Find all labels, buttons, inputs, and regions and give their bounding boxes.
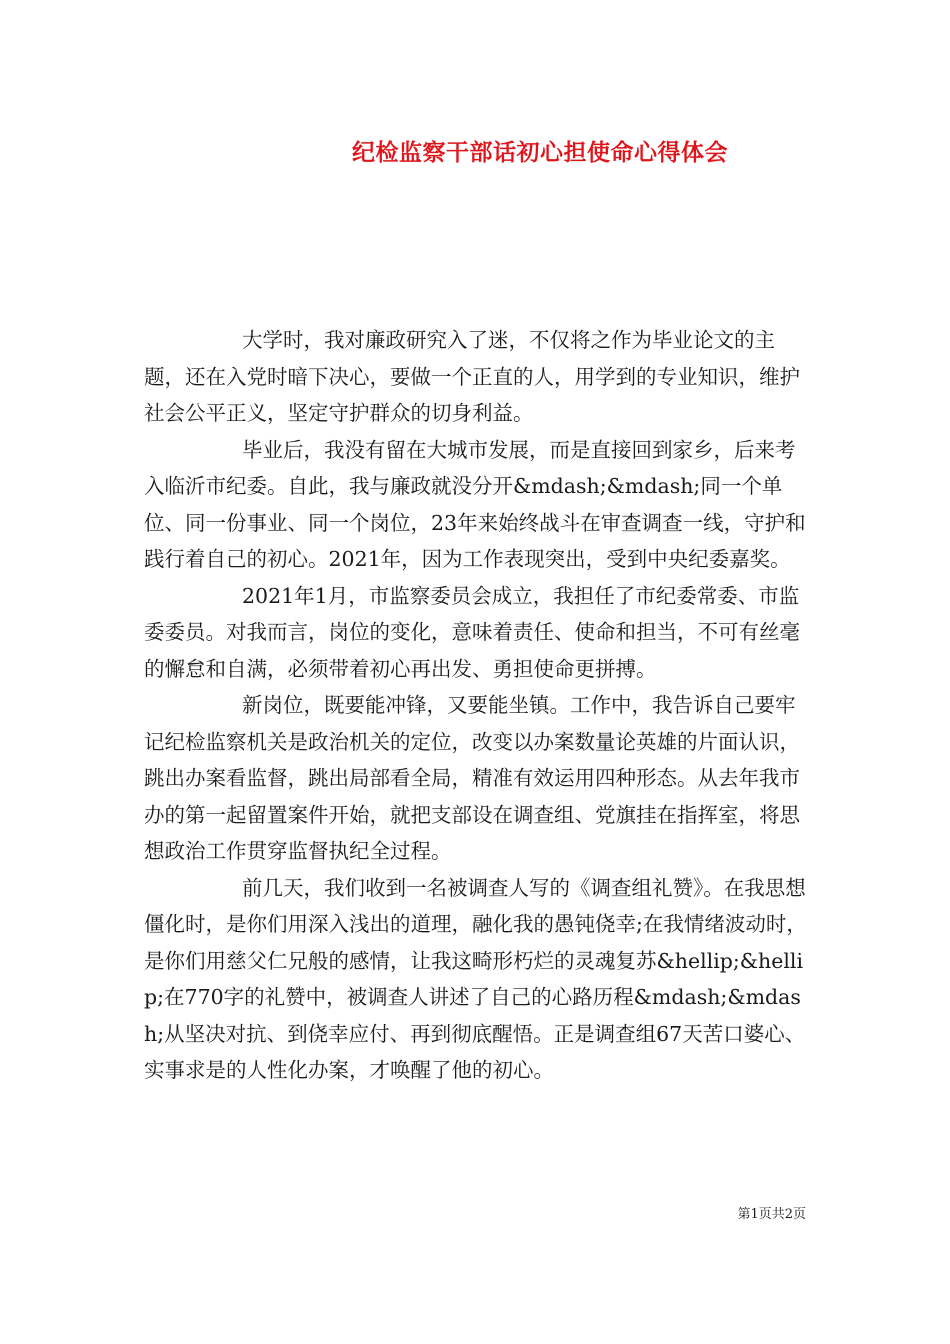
paragraph-1: 大学时，我对廉政研究入了迷，不仅将之作为毕业论文的主题，还在入党时暗下决心，要做一个正直的人，用学到的专业知识，维护社会公平正义，坚定守护群众的切身利益。 — [144, 328, 800, 425]
document-title: 纪检监察干部话初心担使命心得体会 — [352, 139, 728, 166]
page-number-footer: 第1页共2页 — [737, 1207, 806, 1222]
paragraph-2: 毕业后，我没有留在大城市发展，而是直接回到家乡，后来考入临沂市纪委。自此，我与廉政就没分开&mdash;&mdash;同一个单位、同一份事业、同一个岗位，23年来始终战斗在审查调查一线，守护和践行着自己的初心。2021年，因为工作表现突出，受到中央纪委嘉奖。 — [144, 437, 806, 571]
document-body — [144, 322, 808, 1089]
paragraph-4: 新岗位，既要能冲锋，又要能坐镇。工作中，我告诉自己要牢记纪检监察机关是政治机关的定位，改变以办案数量论英雄的片面认识，跳出办案看监督，跳出局部看全局，精准有效运用四种形态。从去年我市办的第一起留置案件开始，就把支部设在调查组、党旗挂在指挥室，将思想政治工作贯穿监督执纪全过程。 — [144, 693, 800, 863]
paragraph-3: 2021年1月，市监察委员会成立，我担任了市纪委常委、市监委委员。对我而言，岗位的变化，意味着责任、使命和担当，不可有丝毫的懈怠和自满，必须带着初心再出发、勇担使命更拼搏。 — [144, 583, 800, 681]
paragraph-5: 前几天，我们收到一名被调查人写的《调查组礼赞》。在我思想僵化时，是你们用深入浅出的道理，融化我的愚钝侥幸;在我情绪波动时，是你们用慈父仁兄般的感情，让我这畸形朽烂的灵魂复苏&hellip;&hellip;在770字的礼赞中，被调查人讲述了自己的心路历程&mdash;&mdash;从坚决对抗、到侥幸应付、再到彻底醒悟。正是调查组67天苦口婆心、实事求是的人性化办案，才唤醒了他的初心。 — [144, 875, 807, 1082]
